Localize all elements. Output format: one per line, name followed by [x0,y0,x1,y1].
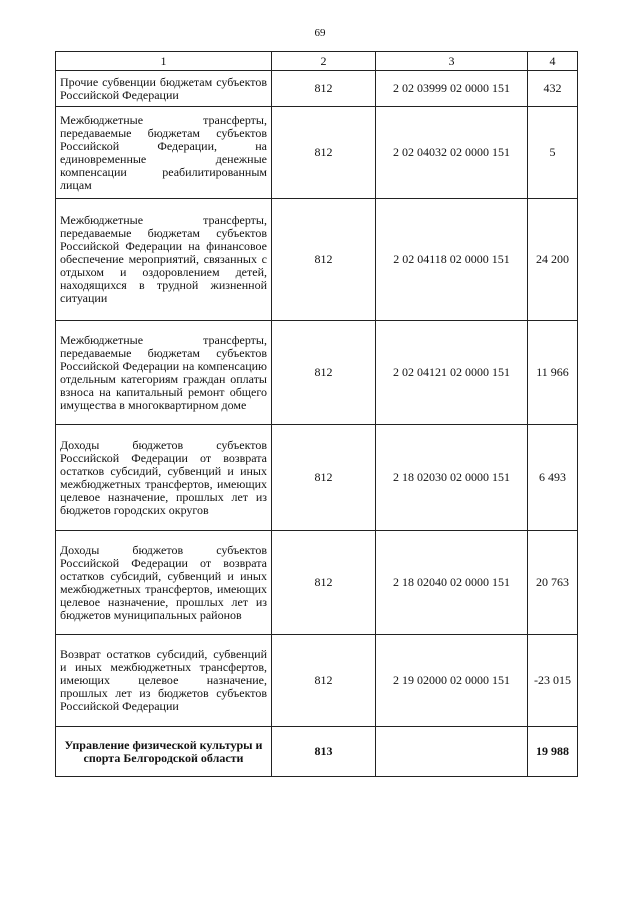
amount: 20 763 [528,531,578,635]
budget-classification-code: 2 02 04121 02 0000 151 [376,321,528,425]
budget-classification-code: 2 02 03999 02 0000 151 [376,71,528,107]
total-row [56,727,578,777]
income-name: Прочие субвенции бюджетам субъектов Российской Федерации [56,71,272,107]
table-row [56,71,578,107]
budget-classification-code: 2 02 04032 02 0000 151 [376,107,528,199]
amount: 5 [528,107,578,199]
column-header-4: 4 [528,52,578,71]
admin-code: 812 [272,321,376,425]
budget-classification-code: 2 19 02000 02 0000 151 [376,635,528,727]
admin-code: 812 [272,71,376,107]
column-header-3: 3 [376,52,528,71]
budget-classification-code: 2 18 02030 02 0000 151 [376,425,528,531]
admin-code: 812 [272,635,376,727]
income-name: Доходы бюджетов субъектов Российской Федерации от возврата остатков субсидий, субвенций и иных межбюджетных трансфертов, имеющих целевое назначение, прошлых лет из бюджетов городских округов [56,425,272,531]
admin-code: 812 [272,107,376,199]
admin-code: 812 [272,531,376,635]
amount: -23 015 [528,635,578,727]
table-row [56,107,578,199]
table-row [56,321,578,425]
amount: 6 493 [528,425,578,531]
column-header-1: 1 [56,52,272,71]
admin-code: 813 [272,727,376,777]
table-row [56,635,578,727]
income-name: Возврат остатков субсидий, субвенций и иных межбюджетных трансфертов, имеющих целевое назначение, прошлых лет из бюджетов субъектов Российской Федерации [56,635,272,727]
amount: 11 966 [528,321,578,425]
income-name: Межбюджетные трансферты, передаваемые бюджетам субъектов Российской Федерации, на единовременные денежные компенсации реабилитированным лицам [56,107,272,199]
income-name: Межбюджетные трансферты, передаваемые бюджетам субъектов Российской Федерации на компенсацию отдельным категориям граждан оплаты взноса на капитальный ремонт общего имущества в многоквартирном доме [56,321,272,425]
page-number: 69 [314,27,326,39]
amount: 24 200 [528,199,578,321]
table-row [56,425,578,531]
budget-classification-code: 2 02 04118 02 0000 151 [376,199,528,321]
amount: 432 [528,71,578,107]
table-row [56,199,578,321]
admin-code: 812 [272,199,376,321]
column-header-2: 2 [272,52,376,71]
amount: 19 988 [528,727,578,777]
budget-table [55,51,578,777]
income-name: Межбюджетные трансферты, передаваемые бюджетам субъектов Российской Федерации на финансовое обеспечение мероприятий, связанных с отдыхом и оздоровлением детей, находящихся в трудной жизненной ситуации [56,199,272,321]
header-row [56,52,578,71]
table-row [56,531,578,635]
admin-code: 812 [272,425,376,531]
budget-classification-code: 2 18 02040 02 0000 151 [376,531,528,635]
budget-classification-code [376,727,528,777]
income-name: Доходы бюджетов субъектов Российской Федерации от возврата остатков субсидий, субвенций и иных межбюджетных трансфертов, имеющих целевое назначение, прошлых лет из бюджетов муниципальных районов [56,531,272,635]
department-name: Управление физической культуры и спорта Белгородской области [56,727,272,777]
